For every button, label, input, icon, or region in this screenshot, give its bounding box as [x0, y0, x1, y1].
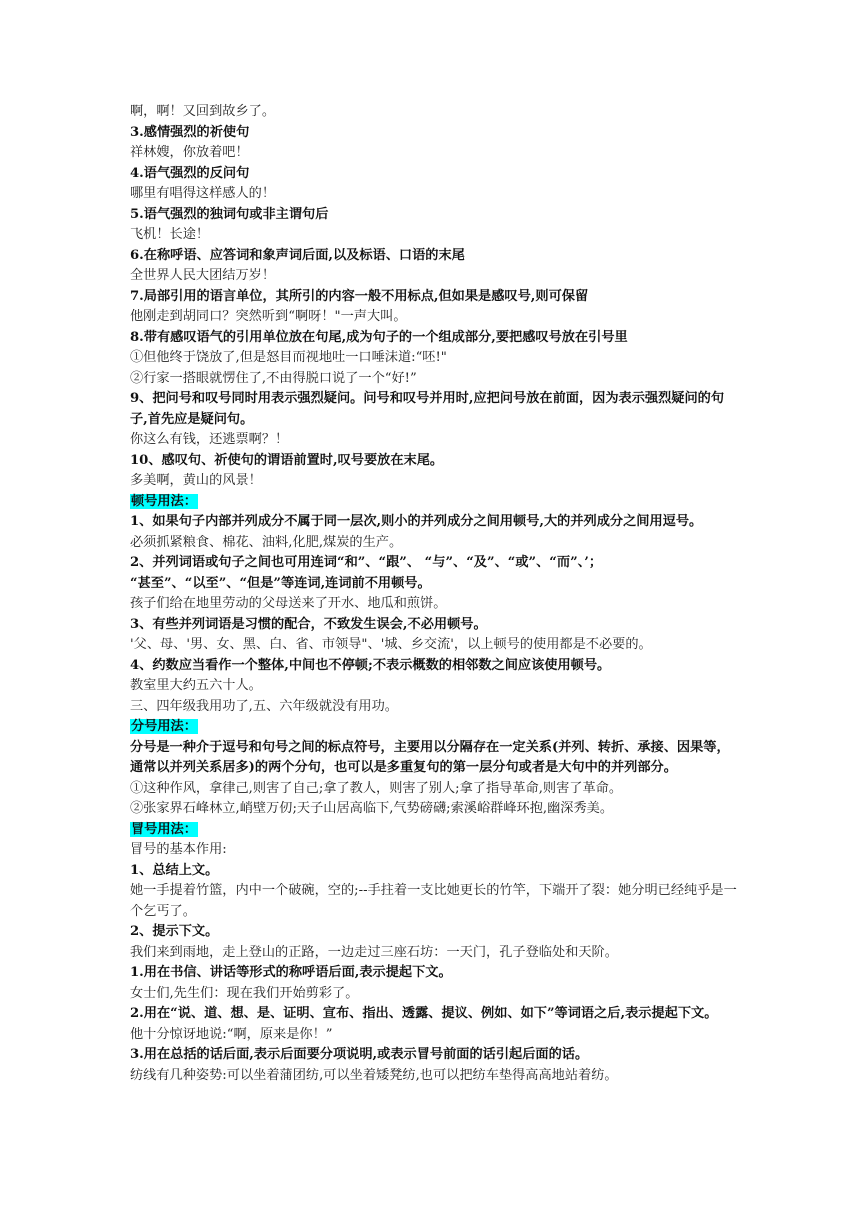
- section-heading-label: 分号用法：: [131, 719, 197, 734]
- rule-text: 3.感情强烈的祈使句: [130, 124, 250, 140]
- rule-text: 3.用在总括的话后面,表示后面要分项说明,或表示冒号前面的话引起后面的话。: [130, 1047, 589, 1062]
- section-heading: [130, 492, 740, 513]
- example-text: 孩子们给在地里劳动的父母送来了开水、地瓜和煎饼。: [130, 596, 447, 611]
- example-text: '父、母、'男、女、黑、白、省、市领导"、'城、乡交流'，以上顿号的使用都是不必要的。: [130, 637, 652, 652]
- rule-text: 6.在称呼语、应答词和象声词后面,以及标语、口语的末尾: [130, 247, 465, 263]
- example-text: 啊，啊！又回到故乡了。: [130, 104, 276, 119]
- rule-text: “甚至”、“以至”、“但是”等连词,连词前不用顿号。: [130, 575, 431, 591]
- rule-text: 1、总结上文。: [130, 862, 219, 878]
- rule-text: 8.带有感叹语气的引用单位放在句尾,成为句子的一个组成部分,要把感叹号放在引号里: [130, 329, 628, 345]
- example-text: 多美啊，黄山的风景！: [130, 473, 262, 488]
- example-text: 教室里大约五六十人。: [130, 678, 262, 693]
- example-text: 他刚走到胡同口？突然听到“啊呀！"一声大叫。: [130, 309, 407, 324]
- example-text: ②行家一搭眼就愣住了,不由得脱口说了一个“好!”: [130, 370, 417, 386]
- rule-text: 5.语气强烈的独词句或非主谓句后: [130, 206, 329, 222]
- example-text: 祥林嫂，你放着吧！: [130, 145, 249, 160]
- example-text: 冒号的基本作用:: [130, 842, 227, 857]
- rule-text: 2、提示下文。: [130, 924, 219, 939]
- rule-text: 3、有些并列词语是习惯的配合，不致发生误会,不必用顿号。: [130, 616, 487, 632]
- example-text: 她一手提着竹篮，内中一个破碗，空的;--手拄着一支比她更长的竹竿，下端开了裂：她分明已经纯乎是一个乞丐了。: [130, 883, 737, 919]
- rule-text: 分号是一种介于逗号和句号之间的标点符号，主要用以分隔存在一定关系(并列、转折、承接、因果等，通常以并列关系居多)的两个分句，也可以是多重复句的第一层分句或者是大句中的并列部分。: [130, 739, 730, 775]
- document-body: [130, 102, 740, 1086]
- example-text: ②张家界石峰林立,峭壁万仞;天子山居高临下,气势磅礴;索溪峪群峰环抱,幽深秀美。: [130, 801, 614, 816]
- rule-text: 7.局部引用的语言单位，其所引的内容一般不用标点,但如果是感叹号,则可保留: [130, 288, 589, 304]
- rule-text: 10、感叹句、祈使句的谓语前置时,叹号要放在末尾。: [130, 452, 444, 468]
- section-heading: [130, 820, 740, 841]
- rule-text: 1、如果句子内部并列成分不属于同一层次,则小的并列成分之间用顿号,大的并列成分之间用逗号。: [130, 514, 703, 529]
- example-text: 三、四年级我用功了,五、六年级就没有用功。: [130, 698, 398, 714]
- example-text: 我们来到雨地，走上登山的正路，一边走过三座石坊：一天门，孔子登临处和天阶。: [130, 944, 618, 960]
- example-text: 他十分惊讶地说:“啊，原来是你！”: [130, 1026, 333, 1042]
- example-text: 全世界人民大团结万岁！: [130, 268, 276, 283]
- example-text: ①这种作风，拿律己,则害了自己;拿了教人，则害了别人;拿了指导革命,则害了革命。: [130, 780, 623, 796]
- example-text: 哪里有唱得这样感人的！: [130, 186, 276, 201]
- rule-text: 2.用在“说、道、想、是、证明、宣布、指出、透露、提议、例如、如下”等词语之后,表示提起下文。: [130, 1006, 718, 1021]
- example-text: 你这么有钱，还逃票啊？！: [130, 432, 289, 447]
- rule-text: 9、把问号和叹号同时用表示强烈疑问。问号和叹号并用时,应把问号放在前面，因为表示强烈疑问的句子,首先应是疑问句。: [130, 391, 725, 427]
- example-text: ①但他终于饶放了,但是怒目而视地吐一口唾沫道:“呸!": [130, 350, 447, 365]
- rule-text: 4.语气强烈的反问句: [130, 165, 250, 181]
- section-heading-label: 冒号用法：: [131, 821, 197, 837]
- example-text: 纺线有几种姿势:可以坐着蒲团纺,可以坐着矮凳纺,也可以把纺车垫得高高地站着纺。: [130, 1067, 618, 1083]
- example-text: 女士们,先生们：现在我们开始剪彩了。: [130, 985, 359, 1001]
- rule-text: 4、约数应当看作一个整体,中间也不停顿;不表示概数的相邻数之间应该使用顿号。: [130, 657, 611, 673]
- rule-text: 2、并列词语或句子之间也可用连词“和”、“跟”、 “与”、“及”、“或”、“而”、’；: [130, 555, 603, 570]
- section-heading: [130, 717, 740, 738]
- rule-text: 1.用在书信、讲话等形式的称呼语后面,表示提起下文。: [130, 965, 452, 980]
- section-heading-label: 顿号用法：: [131, 493, 197, 509]
- example-text: 必须抓紧粮食、棉花、油料,化肥,煤炭的生产。: [130, 534, 403, 550]
- example-text: 飞机！长途！: [130, 227, 210, 242]
